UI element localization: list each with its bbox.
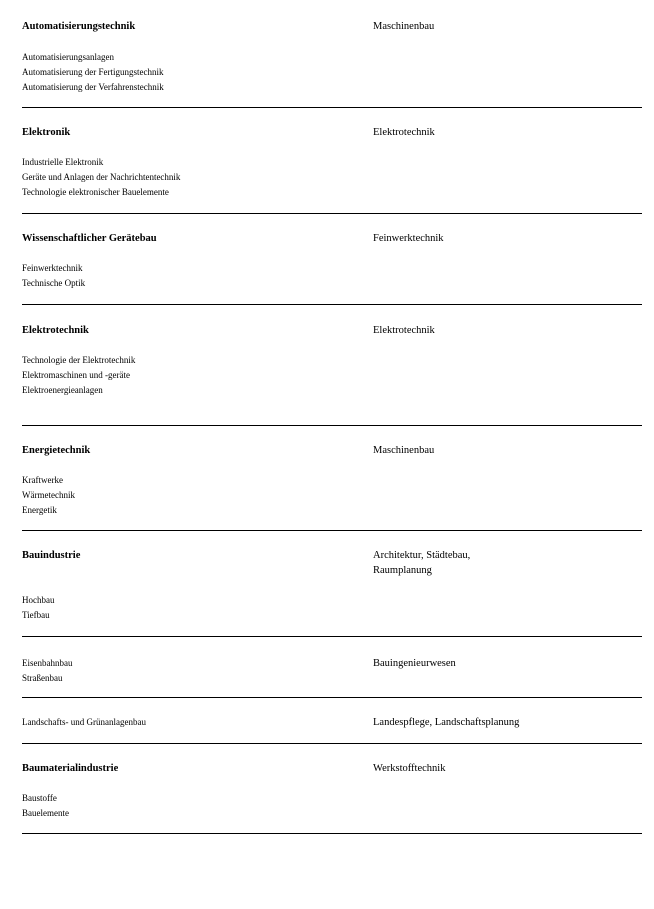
section-left-column <box>22 656 362 686</box>
list-item: Feinwerktechnik <box>22 263 83 273</box>
section-right-column <box>373 548 633 578</box>
item-list <box>22 791 362 821</box>
item-list <box>22 473 362 518</box>
document-page <box>22 15 642 834</box>
item-list <box>22 656 362 686</box>
list-item: Geräte und Anlagen der Nachrichtentechnik <box>22 172 181 182</box>
list-item: Wärmetechnik <box>22 490 75 500</box>
list-item: Automatisierung der Verfahrenstechnik <box>22 82 164 92</box>
section-right-column <box>373 231 633 246</box>
list-item: Technologie der Elektrotechnik <box>22 355 136 365</box>
item-list <box>22 155 362 200</box>
list-item: Eisenbahnbau <box>22 658 73 668</box>
section-right-column <box>373 19 633 34</box>
related-field: Maschinenbau <box>373 21 435 32</box>
section-landschaftsbau <box>22 698 642 744</box>
related-field: Feinwerktechnik <box>373 233 444 244</box>
related-field: Raumplanung <box>373 565 432 576</box>
section-wissenschaftlicher-geraetebau <box>22 214 642 305</box>
list-item: Tiefbau <box>22 610 50 620</box>
list-item: Bauelemente <box>22 808 69 818</box>
item-list <box>22 261 362 291</box>
section-right-column <box>373 125 633 140</box>
section-heading: Energietechnik <box>22 445 91 456</box>
list-item: Baustoffe <box>22 793 57 803</box>
list-item: Straßenbau <box>22 673 63 683</box>
list-item: Automatisierung der Fertigungstechnik <box>22 67 164 77</box>
section-left-column <box>22 125 362 200</box>
related-field: Bauingenieurwesen <box>373 658 456 669</box>
related-field: Landespflege, Landschaftsplanung <box>373 717 520 728</box>
section-right-column <box>373 323 633 338</box>
list-item: Industrielle Elektronik <box>22 157 104 167</box>
item-list <box>22 593 362 623</box>
list-item: Technologie elektronischer Bauelemente <box>22 187 169 197</box>
list-item: Kraftwerke <box>22 475 63 485</box>
section-left-column <box>22 443 362 518</box>
section-left-column <box>22 231 362 291</box>
list-item: Elektromaschinen und -geräte <box>22 370 130 380</box>
section-heading: Bauindustrie <box>22 550 81 561</box>
list-item: Landschafts- und Grünanlagenbau <box>22 717 146 727</box>
section-left-column <box>22 715 362 730</box>
list-item: Energetik <box>22 505 57 515</box>
section-elektronik <box>22 108 642 214</box>
related-field: Elektrotechnik <box>373 325 435 336</box>
section-verkehrsbau <box>22 637 642 698</box>
section-left-column <box>22 761 362 821</box>
section-automatisierungstechnik <box>22 15 642 108</box>
section-right-column <box>373 443 633 458</box>
section-right-column <box>373 761 633 776</box>
item-list <box>22 715 362 730</box>
section-heading: Baumaterialindustrie <box>22 763 119 774</box>
item-list <box>22 50 362 95</box>
related-field: Maschinenbau <box>373 445 435 456</box>
section-energietechnik <box>22 426 642 531</box>
section-baumaterialindustrie <box>22 744 642 834</box>
section-heading: Automatisierungstechnik <box>22 21 136 32</box>
section-heading: Elektrotechnik <box>22 325 89 336</box>
section-right-column <box>373 656 633 671</box>
related-field: Werkstofftechnik <box>373 763 446 774</box>
related-field: Elektrotechnik <box>373 127 435 138</box>
section-left-column <box>22 19 362 95</box>
section-right-column <box>373 715 633 730</box>
section-heading: Elektronik <box>22 127 71 138</box>
related-field: Architektur, Städtebau, <box>373 550 471 561</box>
section-elektrotechnik <box>22 305 642 426</box>
list-item: Automatisierungsanlagen <box>22 52 114 62</box>
list-item: Technische Optik <box>22 278 86 288</box>
section-bauindustrie <box>22 531 642 637</box>
list-item: Hochbau <box>22 595 55 605</box>
section-left-column <box>22 323 362 398</box>
section-left-column <box>22 548 362 623</box>
item-list <box>22 353 362 398</box>
list-item: Elektroenergieanlagen <box>22 385 103 395</box>
section-heading: Wissenschaftlicher Gerätebau <box>22 233 157 244</box>
